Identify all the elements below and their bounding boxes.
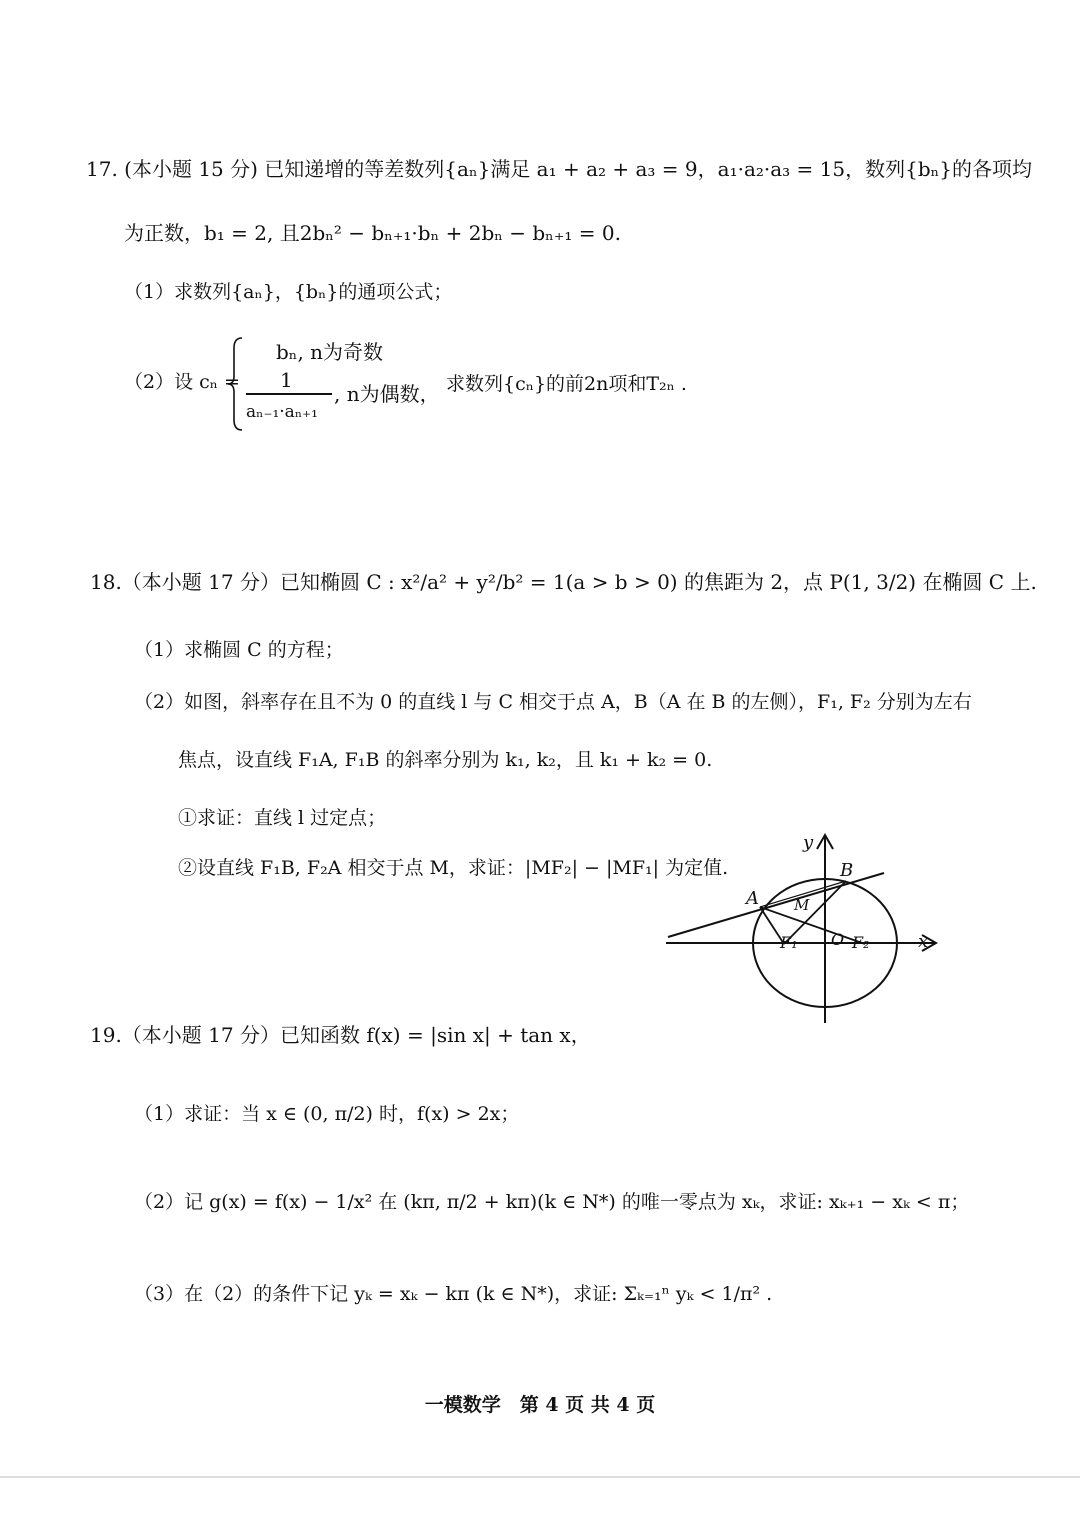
q18-part1: （1）求椭圆 C 的方程； bbox=[134, 639, 344, 661]
fig-label-y: y bbox=[803, 832, 814, 853]
fig-label-x: x bbox=[918, 931, 929, 952]
q18-stem: 18.（本小题 17 分）已知椭圆 C : x²/a² + y²/b² = 1(a > b > 0) 的焦距为 2，点 P(1, 3/2) 在椭圆 C 上. bbox=[90, 570, 1037, 594]
q17-part2-tail: 求数列{cₙ}的前2n项和T₂ₙ . bbox=[446, 373, 687, 395]
q19-part1: （1）求证：当 x ∈ (0, π/2) 时，f(x) > 2x； bbox=[134, 1103, 520, 1125]
bottom-rule bbox=[0, 1476, 1080, 1478]
fig-label-f1: F₁ bbox=[780, 933, 798, 952]
fig-label-origin: O bbox=[831, 930, 845, 949]
q17-case-odd: bₙ, n为奇数 bbox=[276, 340, 384, 364]
q19-stem: 19.（本小题 17 分）已知函数 f(x) = |sin x| + tan x， bbox=[90, 1023, 591, 1047]
q17-part1: （1）求数列{aₙ}，{bₙ}的通项公式； bbox=[124, 281, 453, 303]
q17-stem-line2: 为正数，b₁ = 2, 且2bₙ² − bₙ₊₁·bₙ + 2bₙ − bₙ₊₁ = 0. bbox=[124, 221, 621, 245]
q18-sub1: ①求证：直线 l 过定点； bbox=[178, 807, 387, 829]
segment-a-f2 bbox=[760, 907, 865, 944]
q18-part2-line1: （2）如图，斜率存在且不为 0 的直线 l 与 C 相交于点 A，B（A 在 B 的左侧），F₁, F₂ 分别为左右 bbox=[134, 691, 972, 713]
q18-part2-line2: 焦点，设直线 F₁A, F₁B 的斜率分别为 k₁, k₂，且 k₁ + k₂ = 0. bbox=[178, 749, 713, 771]
q17-frac-den: aₙ₋₁·aₙ₊₁ bbox=[246, 402, 318, 422]
fig-label-a: A bbox=[746, 888, 759, 909]
q17-part2-lead: （2）设 cₙ = bbox=[124, 371, 240, 393]
line-l bbox=[668, 873, 884, 937]
q17-stem-line1: 17. (本小题 15 分) 已知递增的等差数列{aₙ}满足 a₁ + a₂ + a₃ = 9，a₁·a₂·a₃ = 15，数列{bₙ}的各项均 bbox=[86, 157, 1033, 181]
fig-label-b: B bbox=[840, 860, 854, 881]
q17-piecewise-brace bbox=[226, 336, 246, 432]
fig-label-f2: F₂ bbox=[852, 933, 870, 952]
q17-fraction-bar bbox=[246, 393, 332, 395]
q19-part2: （2）记 g(x) = f(x) − 1/x² 在 (kπ, π/2 + kπ)(k ∈ N*) 的唯一零点为 xₖ，求证: xₖ₊₁ − xₖ < π； bbox=[134, 1191, 970, 1213]
q17-frac-num: 1 bbox=[280, 368, 293, 392]
fig-label-m: M bbox=[794, 896, 810, 914]
q19-part3: （3）在（2）的条件下记 yₖ = xₖ − kπ (k ∈ N*)，求证: Σₖ₌₁ⁿ yₖ < 1/π² . bbox=[134, 1283, 773, 1305]
page-footer: 一模数学 第 4 页 共 4 页 bbox=[424, 1394, 656, 1416]
q17-case-even: , n为偶数， bbox=[334, 382, 440, 406]
q18-sub2: ②设直线 F₁B, F₂A 相交于点 M，求证：|MF₂| − |MF₁| 为定值. bbox=[178, 857, 729, 879]
q18-ellipse-figure bbox=[660, 825, 950, 1030]
